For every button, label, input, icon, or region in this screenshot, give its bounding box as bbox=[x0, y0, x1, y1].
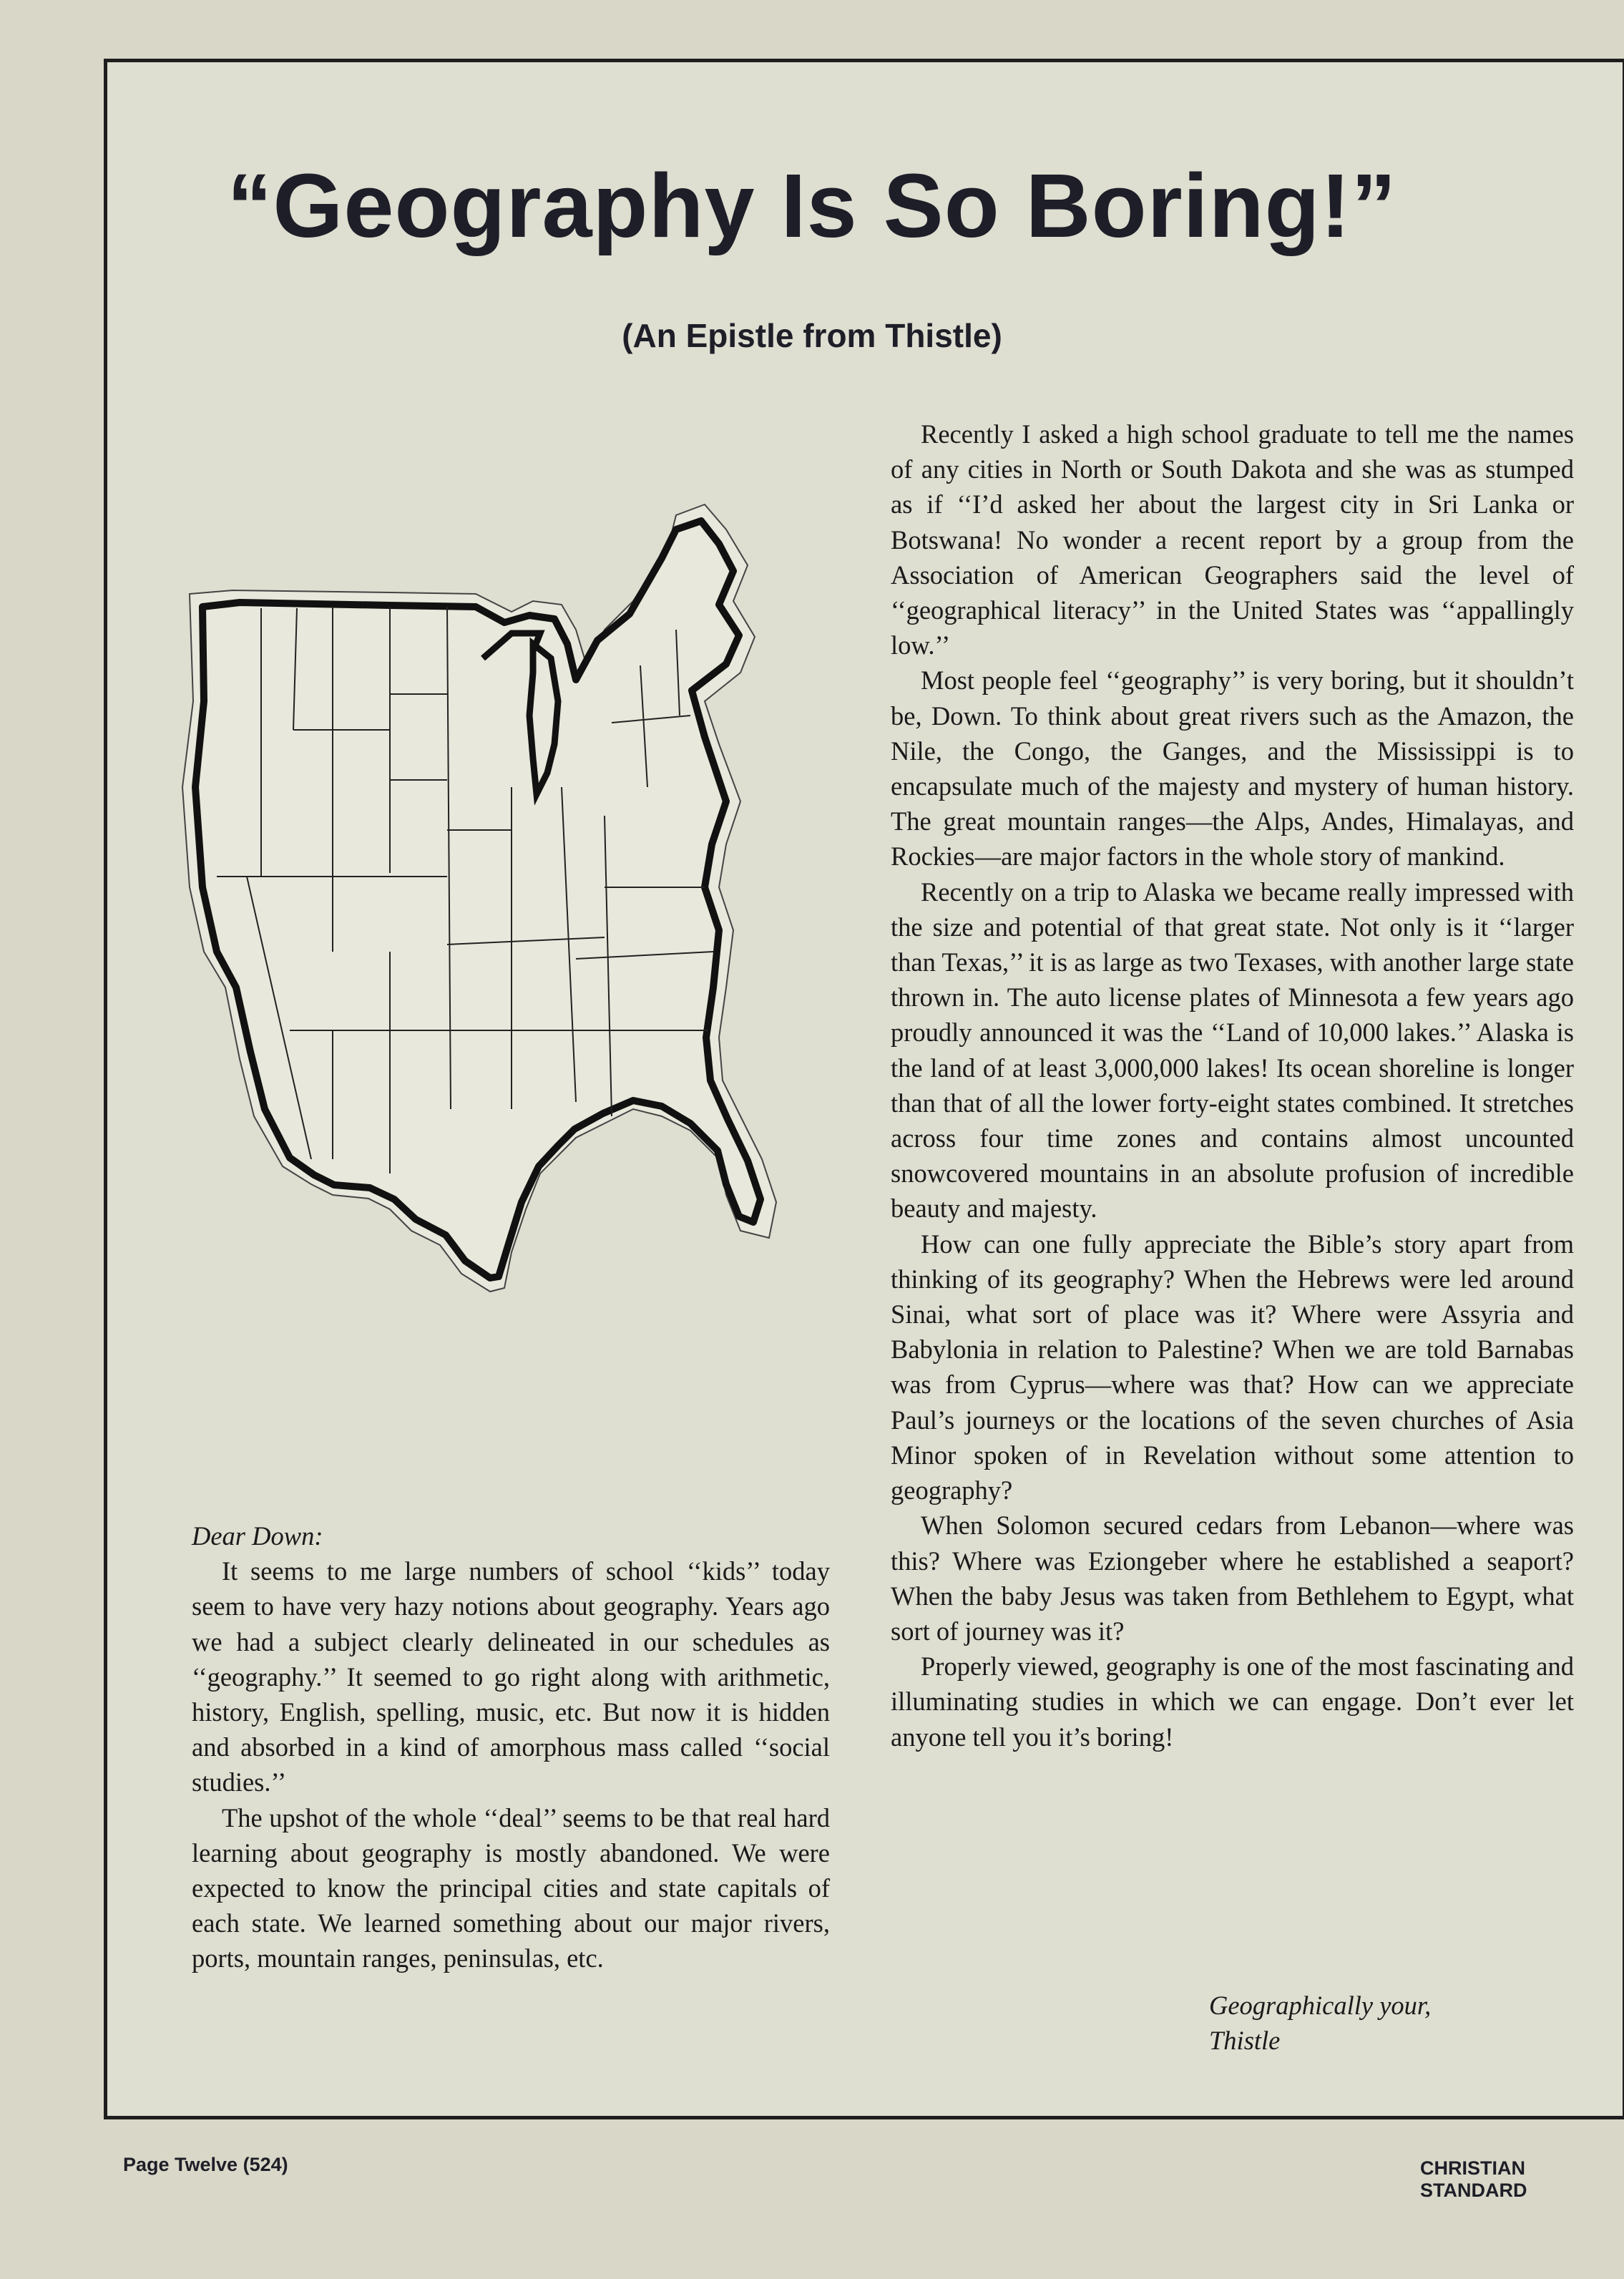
body-paragraph: Recently on a trip to Alaska we became really impressed with the size and potential of that great state. Not only is it ‘‘larger than Texas,’’ it is as large as two Texases, with another large state thrown in. The auto license plates of Minnesota a few years ago proudly announced it was the ‘‘Land of 10,000 lakes.’’ Alaska is the land of at least 3,000,000 lakes! Its ocean shoreline is longer than that of all the lower forty-eight states combined. It stretches across four time zones and contains almost uncounted snowcovered mountains in an absolute profusion of incredible beauty and majesty. bbox=[891, 877, 1574, 1224]
closing-line: Geographically your, bbox=[1209, 1991, 1432, 2020]
body-paragraph: Most people feel ‘‘geography’’ is very boring, but it shouldn’t be, Down. To think about great rivers such as the Amazon, the Nile, the Congo, the Ganges, and the Mississippi is to encapsulate much of the majesty and mystery of human history. The great mountain ranges—the Alps, Andes, Himalayas, and Rockies—are major factors in the whole story of mankind. bbox=[891, 665, 1574, 872]
salutation: Dear Down: bbox=[192, 1521, 323, 1551]
body-paragraph: When Solomon secured cedars from Lebanon—where was this? Where was Eziongeber where he established a seaport? When the baby Jesus was taken from Bethlehem to Egypt, what sort of journey was it? bbox=[891, 1511, 1574, 1646]
body-paragraph: Recently I asked a high school graduate to tell me the names of any cities in North or South Dakota and she was as stumped as if ‘‘I’d asked her about the largest city in Sri Lanka or Botswana! No wonder a recent report by a group from the Association of American Geographers said the level of ‘‘geographical literacy’’ in the United States was ‘‘appallingly low.’’ bbox=[891, 419, 1574, 660]
article-title: “Geography Is So Boring!” bbox=[227, 155, 1397, 256]
body-paragraph: How can one fully appreciate the Bible’s story apart from thinking of its geography? When the Hebrews were led around Sinai, what sort of place was it? Where were Assyria and Babylonia in relation to Palestine? When we are told Barnabas was from Cyprus—where was that? How can we appreciate Paul’s journeys or the locations of the seven churches of Asia Minor spoken of in Revelation without some attention to geography? bbox=[891, 1229, 1574, 1505]
body-paragraph: It seems to me large numbers of school ‘‘kids’’ today seem to have very hazy notions about geography. Years ago we had a subject clearly delineated in our schedules as ‘‘geography.’’ It seemed to go right along with arithmetic, history, English, spelling, music, etc. But now it is hidden and absorbed in a kind of amorphous mass called ‘‘social studies.’’ bbox=[192, 1556, 830, 1797]
letter-signoff bbox=[1209, 1988, 1431, 2058]
publication-name: CHRISTIAN STANDARD bbox=[1420, 2157, 1527, 2201]
letter-left-column bbox=[192, 1518, 830, 1976]
article-subtitle: (An Epistle from Thistle) bbox=[622, 317, 1002, 354]
page-number: Page Twelve (524) bbox=[123, 2154, 288, 2175]
body-paragraph: Properly viewed, geography is one of the most fascinating and illuminating studies in which we can engage. Don’t ever let anyone tell you it’s boring! bbox=[891, 1651, 1574, 1752]
body-paragraph: The upshot of the whole ‘‘deal’’ seems to be that real hard learning about geography is mostly abandoned. We were expected to know the principal cities and state capitals of each state. We learned something about our major rivers, ports, mountain ranges, peninsulas, etc. bbox=[192, 1802, 830, 1973]
us-map-icon bbox=[175, 487, 833, 1445]
signature: Thistle bbox=[1209, 2026, 1281, 2055]
letter-right-column bbox=[891, 416, 1574, 1755]
